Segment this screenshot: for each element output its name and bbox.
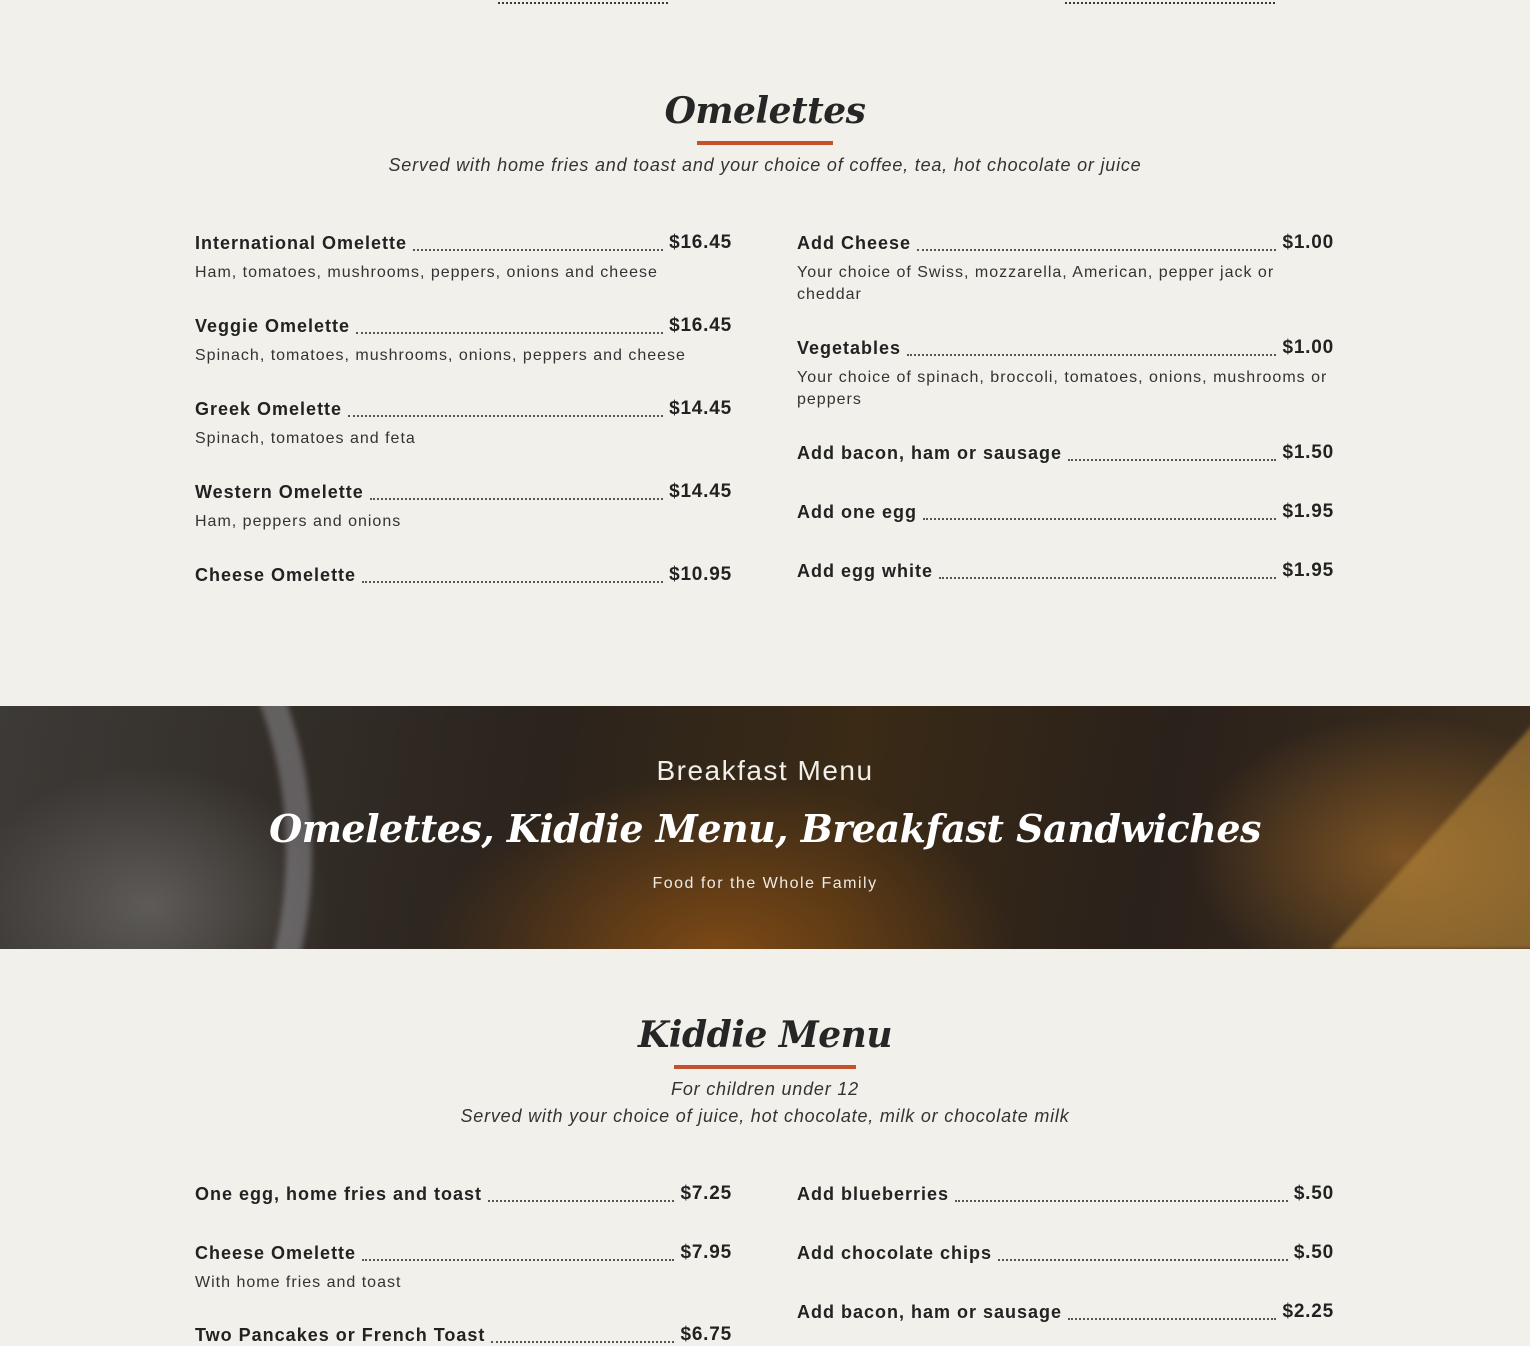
menu-item-price: $1.95: [1282, 501, 1334, 522]
menu-item-name: Western Omelette: [195, 482, 364, 502]
section-subtitle: Served with home fries and toast and your choice of coffee, tea, hot chocolate or juice: [388, 155, 1142, 175]
menu-item: [195, 398, 732, 450]
menu-item-leader: [488, 1199, 674, 1202]
menu-item: [195, 564, 732, 586]
menu-item: [195, 481, 732, 533]
menu-item-leader: [998, 1258, 1288, 1261]
section-title-omelettes: Omelettes: [664, 90, 866, 132]
menu-item-price: $16.45: [669, 315, 732, 336]
menu-item-name: Add bacon, ham or sausage: [797, 443, 1063, 463]
menu-item-description: Your choice of spinach, broccoli, tomatoes, onions, mushrooms or peppers: [797, 369, 1328, 408]
menu-item-price: $7.25: [680, 1183, 732, 1204]
menu-item-description: Ham, peppers and onions: [195, 513, 402, 530]
menu-item-name: Cheese Omelette: [195, 1243, 357, 1263]
title-underline: [674, 1065, 856, 1069]
menu-item-price: $1.50: [1282, 442, 1334, 463]
menu-item-leader: [1065, 0, 1275, 4]
banner-tagline: Food for the Whole Family: [652, 875, 878, 892]
menu-item-leader: [1068, 1317, 1276, 1320]
menu-item: [797, 442, 1334, 464]
menu-item-leader: [955, 1199, 1288, 1202]
menu-item-name: Veggie Omelette: [195, 316, 351, 336]
menu-item-price: $6.75: [680, 1324, 732, 1345]
menu-item-price: $14.45: [669, 481, 732, 502]
title-underline: [697, 141, 833, 145]
menu-item-leader: [356, 331, 663, 334]
menu-item: [195, 232, 732, 284]
menu-item-description: Spinach, tomatoes, mushrooms, onions, peppers and cheese: [195, 347, 686, 364]
menu-item-description: Spinach, tomatoes and feta: [195, 430, 416, 447]
menu-item-name: Add bacon, ham or sausage: [797, 1302, 1063, 1322]
menu-item-name: Two Pancakes or French Toast: [195, 1325, 486, 1345]
section-title-kiddie: Kiddie Menu: [637, 1014, 893, 1056]
menu-item-leader: [362, 1258, 674, 1261]
menu-item-price: [678, 0, 689, 2]
menu-item-leader: [348, 414, 663, 417]
menu-item-leader: [362, 580, 663, 583]
menu-item-leader: [907, 353, 1276, 356]
menu-item-leader: [939, 576, 1276, 579]
menu-item-name: Add one egg: [797, 502, 917, 522]
menu-item-price: $1.00: [1282, 337, 1334, 358]
menu-item-name: Add chocolate chips: [797, 1243, 993, 1263]
menu-item-name: Add blueberries: [797, 1184, 950, 1204]
menu-item-name: Vegetables: [797, 338, 902, 358]
menu-item-leader: [923, 517, 1276, 520]
menu-item: [797, 560, 1334, 582]
menu-item-name: One egg, home fries and toast: [195, 1184, 483, 1204]
menu-item: [797, 1242, 1334, 1264]
menu-item-price: $14.45: [669, 398, 732, 419]
menu-item-leader: [370, 497, 663, 500]
menu-item-price: $2.25: [1282, 1301, 1334, 1322]
menu-item-price: [1283, 0, 1294, 2]
menu-item-price: $10.95: [669, 564, 732, 585]
menu-item: [797, 337, 1334, 411]
hero-banner: [0, 706, 1530, 949]
menu-item: [797, 501, 1334, 523]
menu-item-leader: [413, 248, 663, 251]
menu-item-price: $.50: [1293, 1183, 1334, 1204]
menu-item-name: Add egg white: [797, 561, 933, 581]
menu-item: [797, 1183, 1334, 1205]
menu-item: [195, 315, 732, 367]
menu-item-price: $.50: [1293, 1242, 1334, 1263]
menu-item-name: Add Cheese: [797, 233, 912, 253]
menu-item-leader: [1068, 458, 1276, 461]
menu-item-name: Cheese Omelette: [195, 565, 357, 585]
banner-eyebrow: Breakfast Menu: [656, 755, 874, 786]
menu-item-leader: [498, 0, 668, 4]
menu-item: [797, 232, 1334, 306]
menu-item-name: International Omelette: [195, 233, 408, 253]
previous-section-clipped-row: [0, 0, 1530, 6]
menu-item-price: $7.95: [680, 1242, 732, 1263]
menu-item-price: $16.45: [669, 232, 732, 253]
section-subtitle: For children under 12: [671, 1079, 859, 1099]
menu-item-price: $1.95: [1282, 560, 1334, 581]
menu-item: [797, 1301, 1334, 1323]
menu-item-price: $1.00: [1282, 232, 1334, 253]
banner-heading: Omelettes, Kiddie Menu, Breakfast Sandwiches: [269, 806, 1261, 851]
menu-item-description: Your choice of Swiss, mozzarella, American, pepper jack or cheddar: [797, 264, 1275, 303]
menu-item: [195, 1242, 732, 1294]
menu-item-leader: [917, 248, 1276, 251]
section-subtitle: Served with your choice of juice, hot chocolate, milk or chocolate milk: [460, 1106, 1070, 1126]
menu-item: [195, 1183, 732, 1205]
menu-item-description: Ham, tomatoes, mushrooms, peppers, onions and cheese: [195, 264, 658, 281]
menu-item-description: With home fries and toast: [195, 1274, 402, 1291]
menu-item-name: Greek Omelette: [195, 399, 343, 419]
